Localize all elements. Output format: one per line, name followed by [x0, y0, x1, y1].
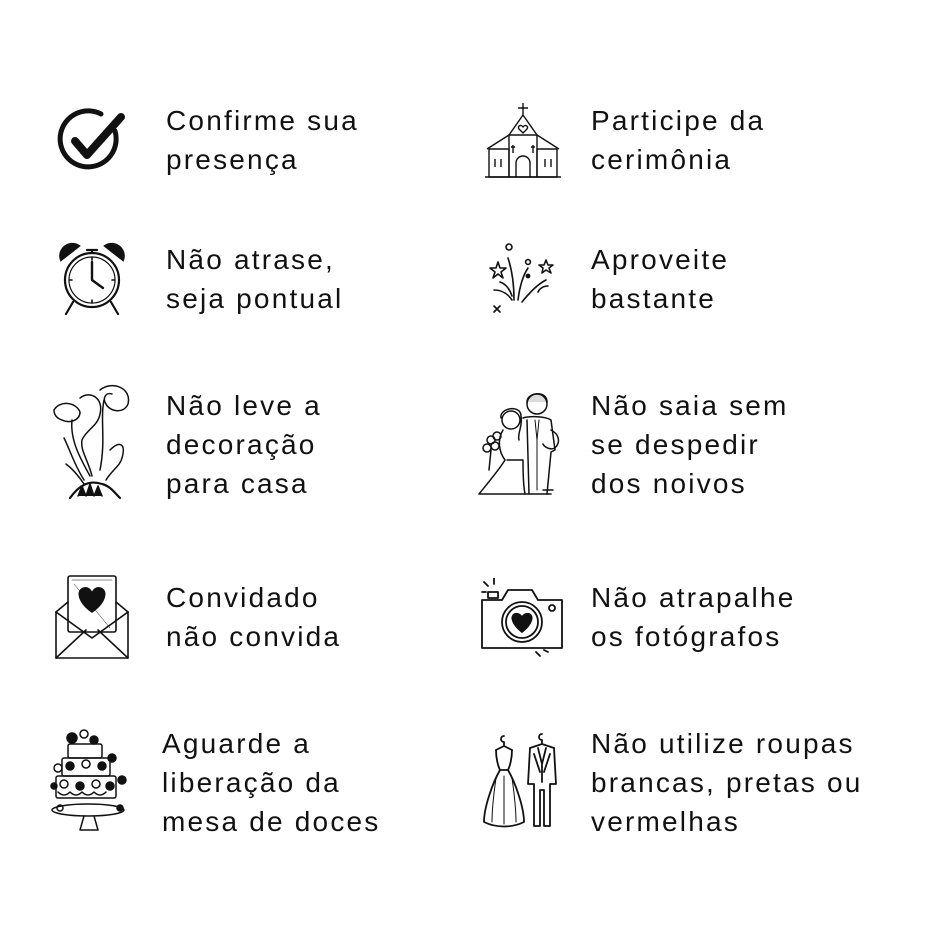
item-label: Aguarde a liberação da mesa de doces	[162, 728, 381, 837]
wedding-cake-icon	[50, 728, 130, 834]
camera-heart-icon	[480, 578, 564, 658]
item-label: Aproveite bastante	[591, 244, 730, 314]
envelope-heart-icon	[52, 572, 132, 662]
item-label: Convidado não convida	[166, 582, 342, 652]
alarm-clock-icon	[57, 240, 127, 318]
item-label: Não leve a decoração para casa	[166, 390, 322, 499]
fireworks-icon	[484, 242, 556, 314]
bride-groom-icon	[477, 390, 571, 496]
item-label: Participe da cerimônia	[591, 105, 766, 175]
item-label: Não saia sem se despedir dos noivos	[591, 390, 789, 499]
item-label: Não atrase, seja pontual	[166, 244, 344, 314]
church-icon	[485, 101, 561, 181]
item-label: Confirme sua presença	[166, 105, 359, 175]
item-label: Não utilize roupas brancas, pretas ou vermelhas	[591, 728, 863, 837]
dress-suit-icon	[482, 732, 564, 830]
item-label: Não atrapalhe os fotógrafos	[591, 582, 796, 652]
checkmark-circle-icon	[55, 105, 127, 177]
flowers-icon	[50, 380, 134, 504]
